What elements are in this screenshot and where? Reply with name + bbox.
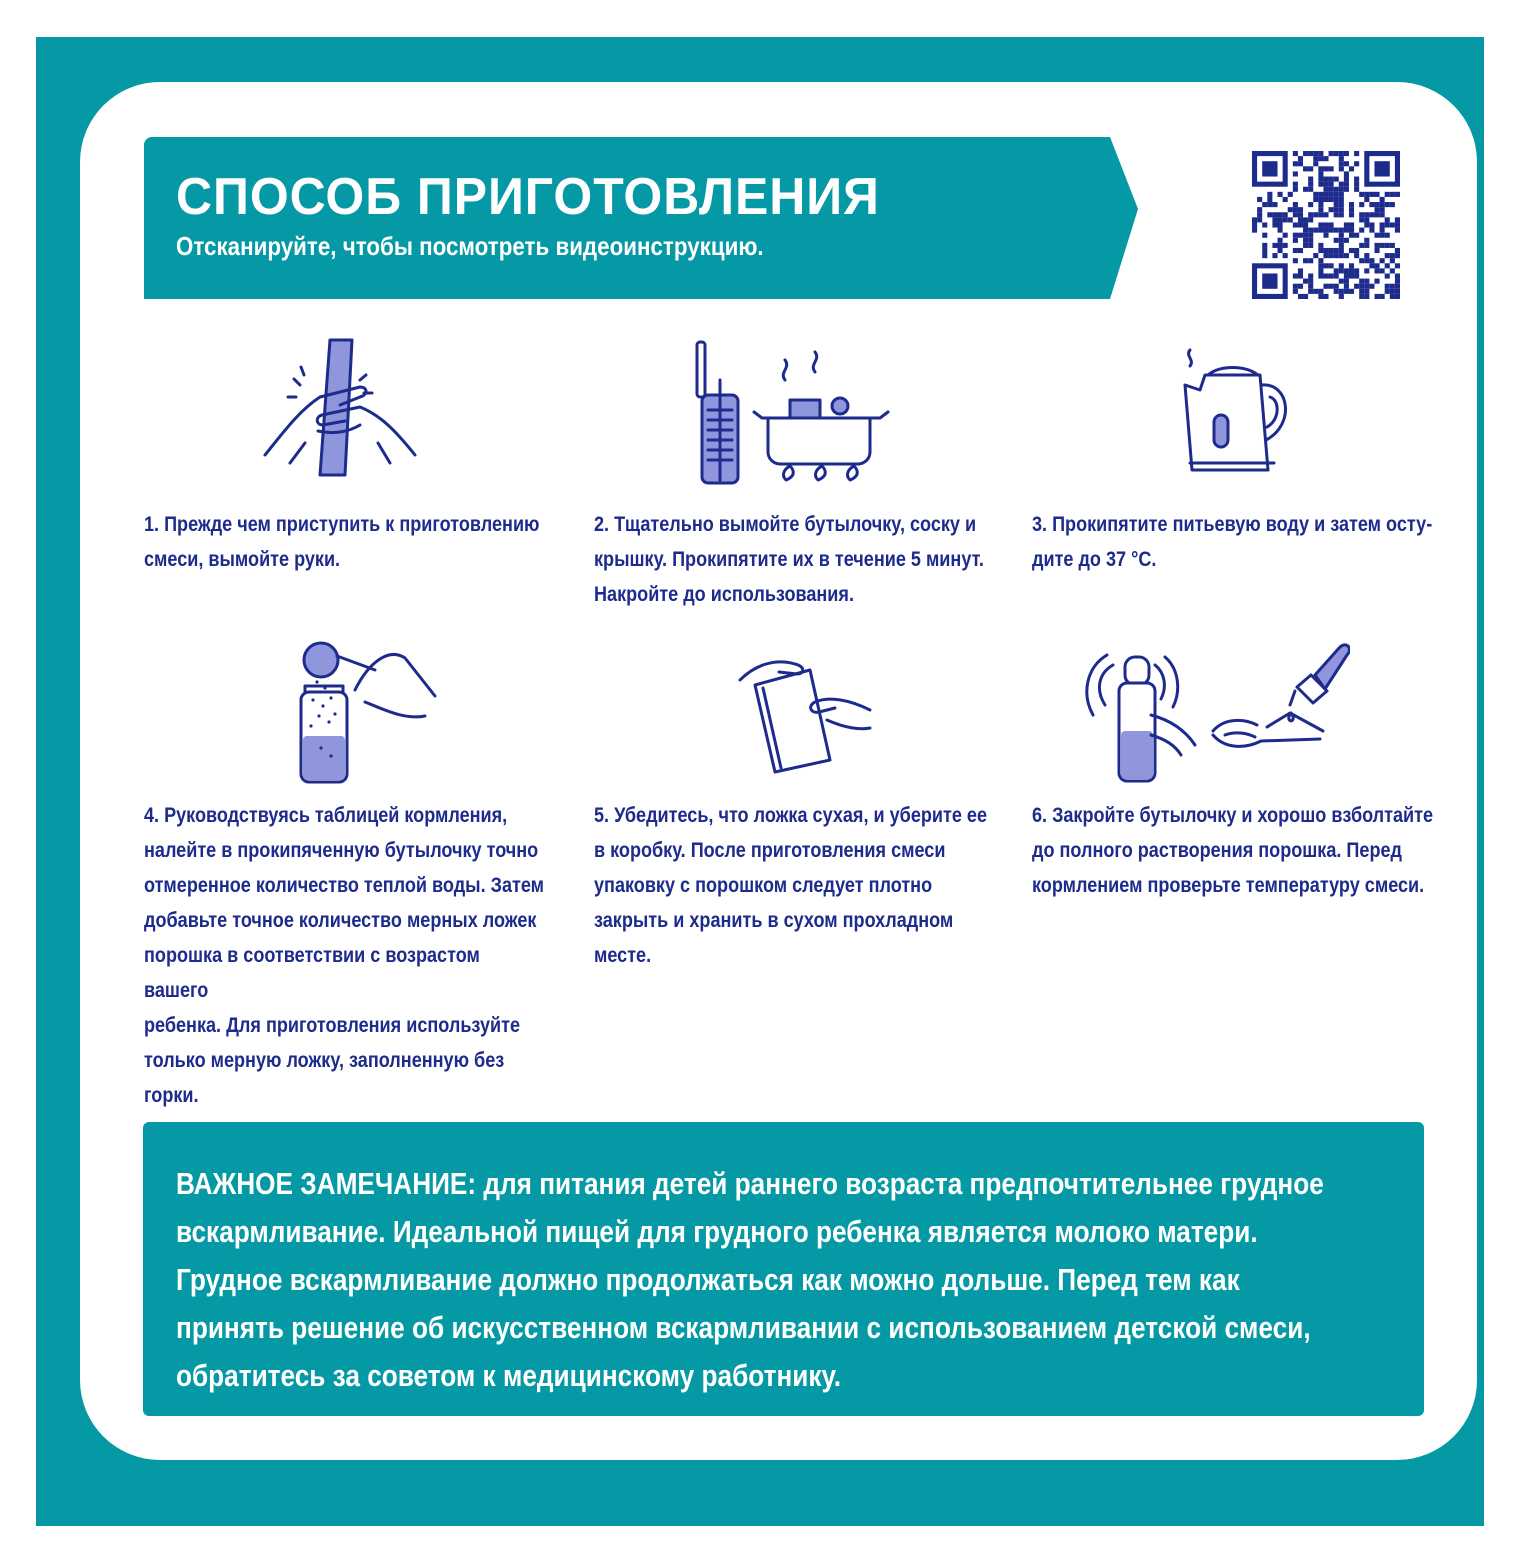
step-1-text: 1. Прежде чем приступить к приготовлению смеси, вымойте руки. bbox=[144, 513, 540, 571]
step-3 bbox=[1032, 507, 1436, 577]
step-4 bbox=[144, 798, 548, 1113]
header-banner bbox=[144, 137, 1140, 299]
important-note-box bbox=[143, 1122, 1424, 1416]
page-subtitle: Отсканируйте, чтобы посмотреть видеоинструкцию. bbox=[176, 231, 764, 261]
step-3-text: 3. Прокипятите питьевую воду и затем осту- дите до 37 °С. bbox=[1032, 513, 1433, 571]
step-5-text: 5. Убедитесь, что ложка сухая, и уберите ее в коробку. После приготовления смеси упаковку с порошком следует плотно закрыть и хранить в сухом прохладном месте. bbox=[594, 804, 988, 967]
step-4-text: 4. Руководствуясь таблицей кормления, налейте в прокипяченную бутылочку точно отмеренное количество теплой воды. Затем добавьте точное количество мерных ложек порошка в соответствии с возрастом вашего ребенка. Для приготовления используйте только мерную ложку, заполненную без горки. bbox=[144, 804, 545, 1107]
scoop-powder-into-bottle-icon bbox=[295, 630, 440, 785]
important-note-text: ВАЖНОЕ ЗАМЕЧАНИЕ: для питания детей раннего возраста предпочтительнее грудное вскармливание. Идеальной пищей для грудного ребенка является молоко матери. Грудное вскармливание должно продолжаться как можно дольше. Перед тем как принять решение об искусственном вскармливании с использованием детской смеси, обратитесь за советом к медицинскому работнику. bbox=[176, 1166, 1324, 1393]
bottle-brush-and-boiling-pot-icon bbox=[690, 340, 890, 490]
hand-washing-icon bbox=[260, 335, 420, 485]
shake-bottle-check-temperature-icon bbox=[1085, 635, 1350, 785]
step-2-text: 2. Тщательно вымойте бутылочку, соску и крышку. Прокипятите их в течение 5 минут. Накройте до использования. bbox=[594, 513, 984, 606]
step-1 bbox=[144, 507, 548, 577]
kettle-icon bbox=[1180, 345, 1300, 480]
step-2 bbox=[594, 507, 998, 612]
closing-package-icon bbox=[735, 650, 875, 775]
step-5 bbox=[594, 798, 998, 973]
step-6 bbox=[1032, 798, 1436, 903]
qr-code-icon[interactable] bbox=[1252, 151, 1400, 299]
page-title: СПОСОБ ПРИГОТОВЛЕНИЯ bbox=[176, 168, 880, 226]
step-6-text: 6. Закройте бутылочку и хорошо взболтайте до полного растворения порошка. Перед кормлением проверьте температуру смеси. bbox=[1032, 804, 1434, 897]
